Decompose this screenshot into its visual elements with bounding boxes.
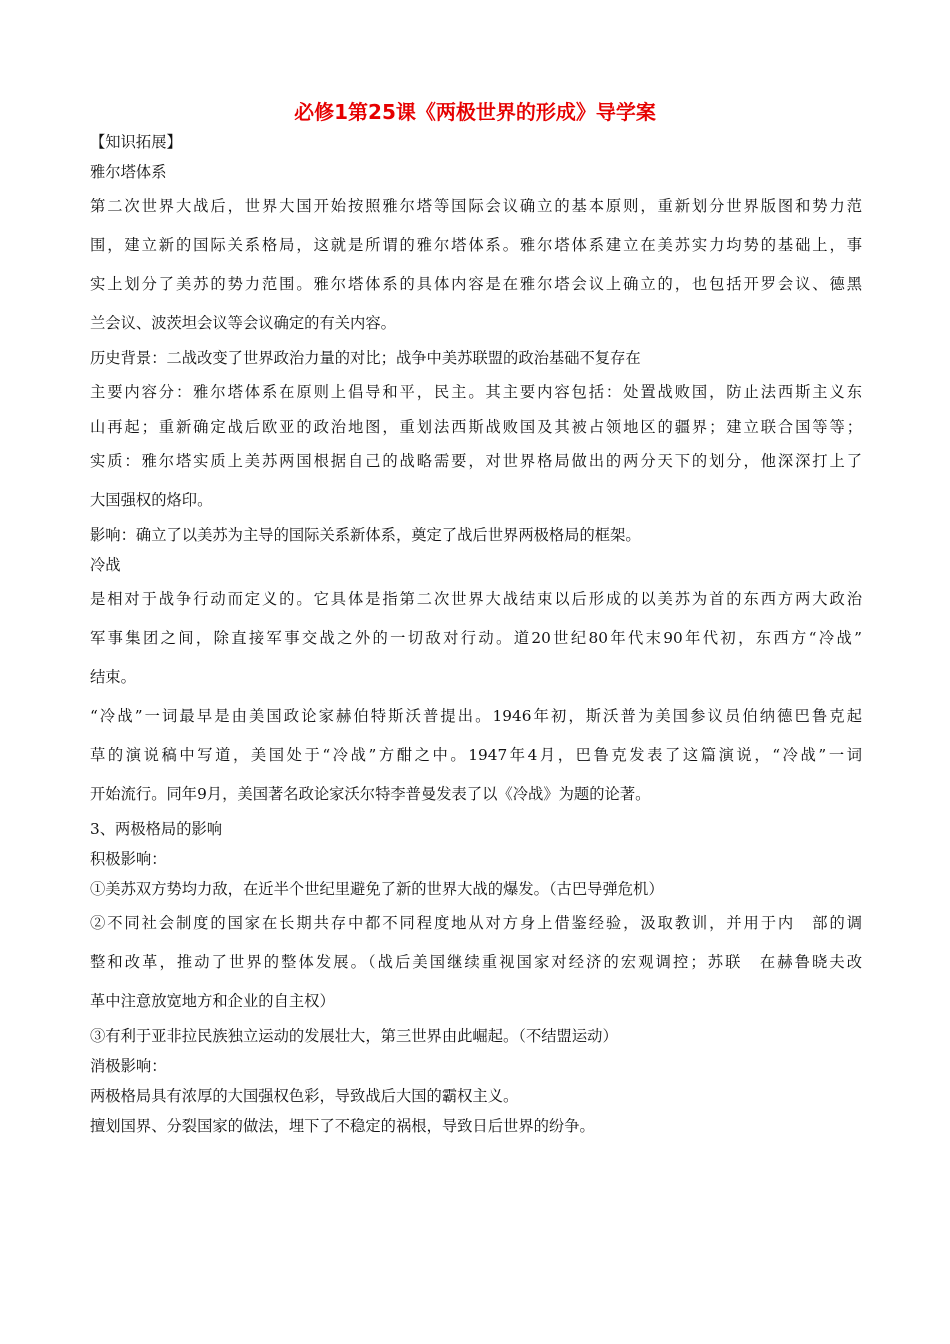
paragraph-line: 大国强权的烙印。: [90, 491, 213, 509]
heading-cold-war: 冷战: [90, 556, 121, 574]
paragraph-line: 结束。: [90, 668, 136, 686]
list-item-3: ③有利于亚非拉民族独立运动的发展壮大，第三世界由此崛起。（不结盟运动）: [90, 1027, 618, 1045]
paragraph-line: 军事集团之间，除直接军事交战之外的一切敌对行动。道20世纪80年代末90年代初，东西方“冷战”: [90, 629, 862, 647]
paragraph-line: 两极格局具有浓厚的大国强权色彩，导致战后大国的霸权主义。: [90, 1087, 519, 1105]
heading-positive-influence: 积极影响：: [90, 850, 167, 868]
heading-bipolar-influence: 3、两极格局的影响: [90, 820, 223, 838]
paragraph-line-background: 历史背景：二战改变了世界政治力量的对比；战争中美苏联盟的政治基础不复存在: [90, 349, 641, 367]
list-item-2: ②不同社会制度的国家在长期共存中都不同程度地从对方身上借鉴经验，汲取教训，并用于内 部的调: [90, 914, 862, 932]
paragraph-line: 整和改革，推动了世界的整体发展。（战后美国继续重视国家对经济的宏观调控；苏联 在赫鲁晓夫改: [90, 953, 862, 971]
heading-yalta-system: 雅尔塔体系: [90, 163, 167, 181]
paragraph-line: 革中注意放宽地方和企业的自主权）: [90, 992, 335, 1010]
paragraph-line: 是相对于战争行动而定义的。它具体是指第二次世界大战结束以后形成的以美苏为首的东西方两大政治: [90, 590, 862, 608]
paragraph-line-essence: 实质：雅尔塔实质上美苏两国根据自己的战略需要，对世界格局做出的两分天下的划分，他深深打上了: [90, 452, 862, 470]
paragraph-line: 兰会议、波茨坦会议等会议确定的有关内容。: [90, 314, 396, 332]
paragraph-line: “冷战”一词最早是由美国政论家赫伯特斯沃普提出。1946年初，斯沃普为美国参议员伯纳德巴鲁克起: [90, 707, 862, 725]
list-item-1: ①美苏双方势均力敌，在近半个世纪里避免了新的世界大战的爆发。（古巴导弹危机）: [90, 880, 664, 898]
paragraph-line: 草的演说稿中写道，美国处于“冷战”方酣之中。1947年4月，巴鲁克发表了这篇演说，“冷战”一词: [90, 746, 862, 764]
paragraph-line: 开始流行。同年9月，美国著名政论家沃尔特李普曼发表了以《冷战》为题的论著。: [90, 785, 651, 803]
paragraph-line-influence: 影响：确立了以美苏为主导的国际关系新体系，奠定了战后世界两极格局的框架。: [90, 526, 641, 544]
paragraph-line: 围，建立新的国际关系格局，这就是所谓的雅尔塔体系。雅尔塔体系建立在美苏实力均势的基础上，事: [90, 236, 862, 254]
paragraph-line: 第二次世界大战后，世界大国开始按照雅尔塔等国际会议确立的基本原则，重新划分世界版图和势力范: [90, 197, 862, 215]
paragraph-line: 山再起；重新确定战后欧亚的政治地图，重划法西斯战败国及其被占领地区的疆界；建立联合国等等；: [90, 418, 862, 436]
paragraph-line-main-content: 主要内容分：雅尔塔体系在原则上倡导和平，民主。其主要内容包括：处置战败国，防止法西斯主义东: [90, 383, 862, 401]
heading-negative-influence: 消极影响：: [90, 1057, 167, 1075]
paragraph-line: 擅划国界、分裂国家的做法，埋下了不稳定的祸根，导致日后世界的纷争。: [90, 1117, 595, 1135]
document-body: [90, 127, 862, 1141]
document-title: 必修1第25课《两极世界的形成》导学案: [294, 100, 656, 124]
paragraph-line: 实上划分了美苏的势力范围。雅尔塔体系的具体内容是在雅尔塔会议上确立的，也包括开罗会议、德黑: [90, 275, 862, 293]
section-heading-knowledge-extension: 【知识拓展】: [90, 133, 182, 151]
